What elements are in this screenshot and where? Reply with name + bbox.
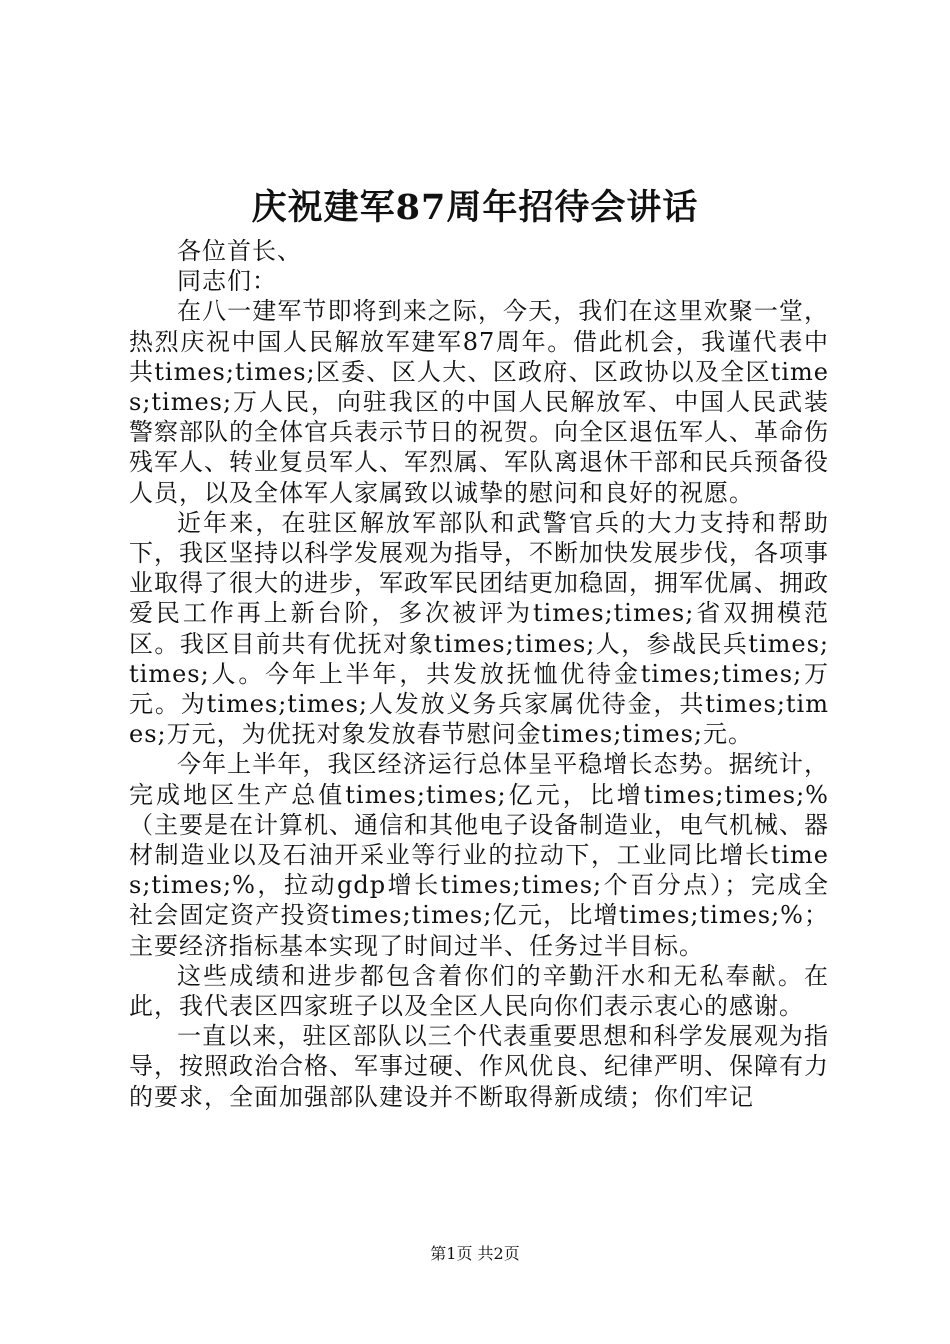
body-paragraph: 一直以来，驻区部队以三个代表重要思想和科学发展观为指导，按照政治合格、军事过硬、作风优良、纪律严明、保障有力的要求，全面加强部队建设并不断取得新成绩；你们牢记 xyxy=(129,1022,829,1111)
body-paragraph: 今年上半年，我区经济运行总体呈平稳增长态势。据统计，完成地区生产总值times;times;亿元，比增times;times;%（主要是在计算机、通信和其他电子设备制造业，电气机械、器材制造业以及石油开采业等行业的拉动下，工业同比增长times;times;%，拉动gdp增长times;times;个百分点）；完成全社会固定资产投资times;times;亿元，比增times;times;%；主要经济指标基本实现了时间过半、任务过半目标。 xyxy=(129,750,829,960)
body-paragraph: 在八一建军节即将到来之际，今天，我们在这里欢聚一堂，热烈庆祝中国人民解放军建军87周年。借此机会，我谨代表中共times;times;区委、区人大、区政府、区政协以及全区times;times;万人民，向驻我区的中国人民解放军、中国人民武装警察部队的全体官兵表示节日的祝贺。向全区退伍军人、革命伤残军人、转业复员军人、军烈属、军队离退休干部和民兵预备役人员，以及全体军人家属致以诚挚的慰问和良好的祝愿。 xyxy=(129,297,829,507)
page-footer: 第1页 共2页 xyxy=(430,1244,520,1263)
body-paragraph: 这些成绩和进步都包含着你们的辛勤汗水和无私奉献。在此，我代表区四家班子以及全区人民向你们表示衷心的感谢。 xyxy=(129,961,829,1021)
body-paragraph: 近年来，在驻区解放军部队和武警官兵的大力支持和帮助下，我区坚持以科学发展观为指导，不断加快发展步伐，各项事业取得了很大的进步，军政军民团结更加稳固，拥军优属、拥政爱民工作再上新台阶，多次被评为times;times;省双拥模范区。我区目前共有优抚对象times;times;人，参战民兵times;times;人。今年上半年，共发放抚恤优待金times;times;万元。为times;times;人发放义务兵家属优待金，共times;times;万元，为优抚对象发放春节慰问金times;times;元。 xyxy=(129,508,829,749)
salutation-line: 各位首长、 xyxy=(177,237,302,265)
document-body xyxy=(129,236,829,1112)
document-title: 庆祝建军87周年招待会讲话 xyxy=(251,187,699,228)
salutation-line: 同志们： xyxy=(177,267,277,296)
